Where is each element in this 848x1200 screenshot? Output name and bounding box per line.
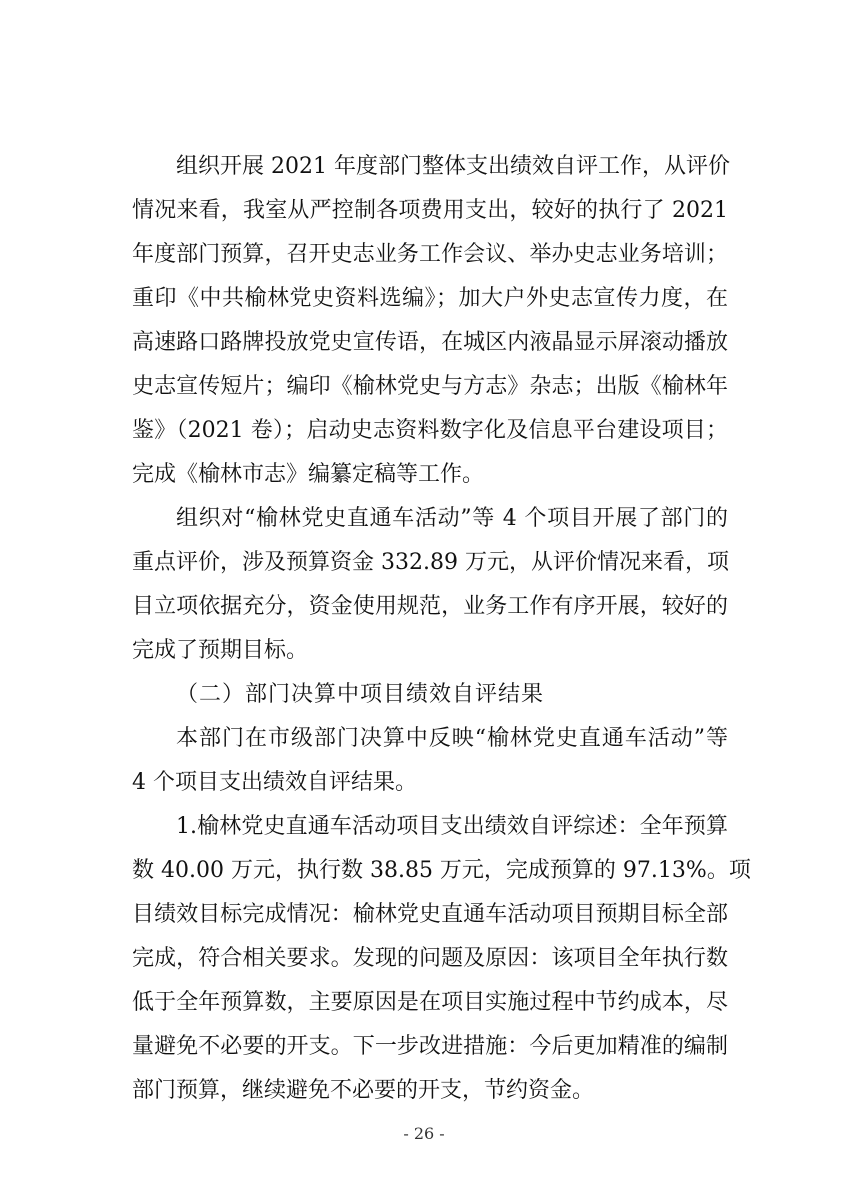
text-line: 完成，符合相关要求。发现的问题及原因：该项目全年执行数 (132, 946, 728, 971)
text-line: 1.榆林党史直通车活动项目支出绩效自评综述：全年预算 (176, 814, 728, 839)
text-line: 完成了预期目标。 (132, 638, 309, 663)
text-line: 年度部门预算，召开史志业务工作会议、举办史志业务培训； (132, 242, 728, 267)
text-line: 数 40.00 万元，执行数 38.85 万元，完成预算的 97.13%。项 (132, 858, 751, 883)
text-line: 史志宣传短片；编印《榆林党史与方志》杂志；出版《榆林年 (132, 374, 728, 399)
text-line: 重印《中共榆林党史资料选编》；加大户外史志宣传力度，在 (132, 286, 728, 311)
text-line: 组织对“榆林党史直通车活动”等 4 个项目开展了部门的 (176, 506, 728, 531)
text-line: 鉴》（2021 卷）；启动史志资料数字化及信息平台建设项目； (132, 418, 728, 443)
text-line: 情况来看，我室从严控制各项费用支出，较好的执行了 2021 (132, 198, 728, 223)
text-line: 量避免不必要的开支。下一步改进措施：今后更加精准的编制 (132, 1034, 728, 1059)
text-line: 重点评价，涉及预算资金 332.89 万元，从评价情况来看，项 (132, 550, 729, 575)
text-line: 高速路口路牌投放党史宣传语，在城区内液晶显示屏滚动播放 (132, 330, 728, 355)
text-line: 本部门在市级部门决算中反映“榆林党史直通车活动”等 (176, 726, 728, 751)
section-heading: （二）部门决算中项目绩效自评结果 (176, 682, 545, 707)
text-line: 部门预算，继续避免不必要的开支，节约资金。 (132, 1078, 595, 1103)
text-line: 目绩效目标完成情况：榆林党史直通车活动项目预期目标全部 (132, 902, 728, 927)
text-line: 目立项依据充分，资金使用规范，业务工作有序开展，较好的 (132, 594, 728, 619)
text-line: 低于全年预算数，主要原因是在项目实施过程中节约成本，尽 (132, 990, 728, 1015)
text-line: 4 个项目支出绩效自评结果。 (132, 770, 417, 795)
page-number: - 26 - (403, 1124, 445, 1143)
text-line: 完成《榆林市志》编纂定稿等工作。 (132, 462, 485, 487)
text-line: 组织开展 2021 年度部门整体支出绩效自评工作，从评价 (176, 154, 730, 179)
